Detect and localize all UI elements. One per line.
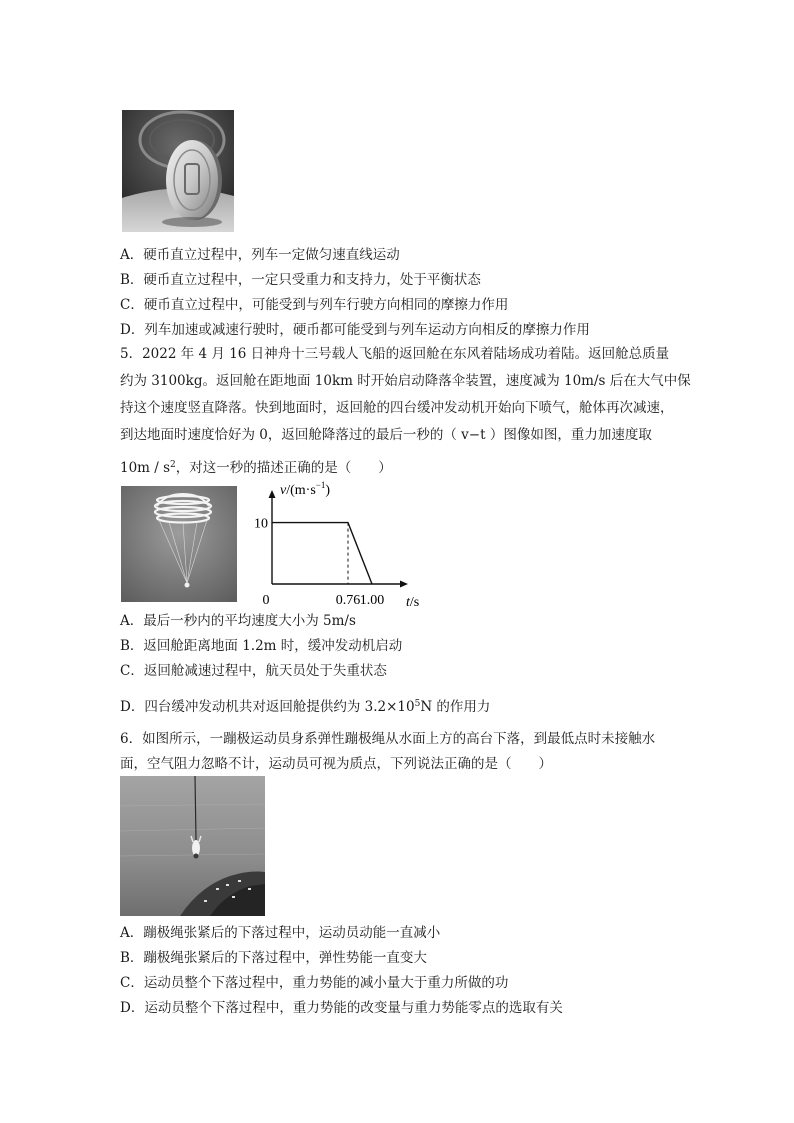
- q5-gravity-suffix: ，对这一秒的描述正确的是（ ）: [175, 460, 392, 476]
- x-tick-label: 1.00: [359, 593, 385, 608]
- q6-option-c: C．运动员整个下落过程中，重力势能的减小量大于重力所做的功: [120, 975, 509, 991]
- q6-stem-line-2: 面，空气阻力忽略不计，运动员可视为质点，下列说法正确的是（ ）: [120, 756, 552, 772]
- bungee-photo: [120, 776, 265, 916]
- q5-option-a: A．最后一秒内的平均速度大小为 5m/s: [120, 613, 356, 629]
- y-tick-label: 10: [254, 516, 268, 532]
- x-tick-label: 0.76: [335, 593, 361, 608]
- q4-option-c: C．硬币直立过程中，可能受到与列车行驶方向相同的摩擦力作用: [120, 297, 509, 313]
- parachute-photo: [121, 486, 237, 602]
- q5-option-d: [120, 695, 490, 716]
- q5-option-d-prefix: D．四台缓冲发动机共对返回舱提供约为 3.2×10: [120, 699, 415, 715]
- y-axis-arrow-icon: [269, 490, 276, 498]
- q4-option-a: A．硬币直立过程中，列车一定做匀速直线运动: [120, 247, 400, 263]
- x-axis-label: t/s: [406, 595, 420, 610]
- q5-stem-line-3: 持这个速度竖直降落。快到地面时，返回舱的四台缓冲发动机开始向下喷气，舱体再次减速，: [120, 400, 674, 416]
- origin-label: 0: [262, 593, 270, 608]
- q5-option-b: B．返回舱距离地面 1.2m 时，缓冲发动机启动: [120, 638, 403, 654]
- coin-photo: [122, 110, 234, 232]
- vt-chart: [244, 480, 424, 610]
- q5-option-d-sup: 5: [414, 699, 421, 709]
- q4-option-d: D．列车加速或减速行驶时，硬币都可能受到与列车运动方向相反的摩擦力作用: [120, 322, 590, 338]
- q5-option-c: C．返回舱减速过程中，航天员处于失重状态: [120, 663, 387, 679]
- y-axis-label: $v/(m\cdot s^{-1})$: [280, 480, 331, 498]
- q5-gravity-prefix: 10m / s: [120, 460, 171, 476]
- q6-option-a: A．蹦极绳张紧后的下落过程中，运动员动能一直减小: [120, 925, 441, 941]
- q6-option-b: B．蹦极绳张紧后的下落过程中，弹性势能一直变大: [120, 950, 427, 966]
- q5-stem-line-5: [120, 456, 392, 477]
- q4-option-b: B．硬币直立过程中，一定只受重力和支持力，处于平衡状态: [120, 272, 481, 288]
- q5-option-d-suffix: N 的作用力: [420, 699, 491, 715]
- q6-stem-line-1: 6．如图所示，一蹦极运动员身系弹性蹦极绳从水面上方的高台下落，到最低点时未接触水: [120, 731, 656, 747]
- x-axis-arrow-icon: [400, 581, 408, 588]
- q5-stem-line-1: 5．2022 年 4 月 16 日神舟十三号载人飞船的返回舱在东风着陆场成功着陆。返回舱总质量: [120, 346, 670, 362]
- velocity-series-line: [272, 523, 372, 584]
- q5-gravity-sup: 2: [170, 460, 176, 470]
- q5-stem-line-4: 到达地面时速度恰好为 0，返回舱降落过的最后一秒的（ v−t ）图像如图，重力加速度取: [120, 427, 652, 443]
- q5-stem-line-2: 约为 3100kg。返回舱在距地面 10km 时开始启动降落伞装置，速度减为 10m/s 后在大气中保: [120, 373, 691, 389]
- q6-option-d: D．运动员整个下落过程中，重力势能的改变量与重力势能零点的选取有关: [120, 1000, 563, 1016]
